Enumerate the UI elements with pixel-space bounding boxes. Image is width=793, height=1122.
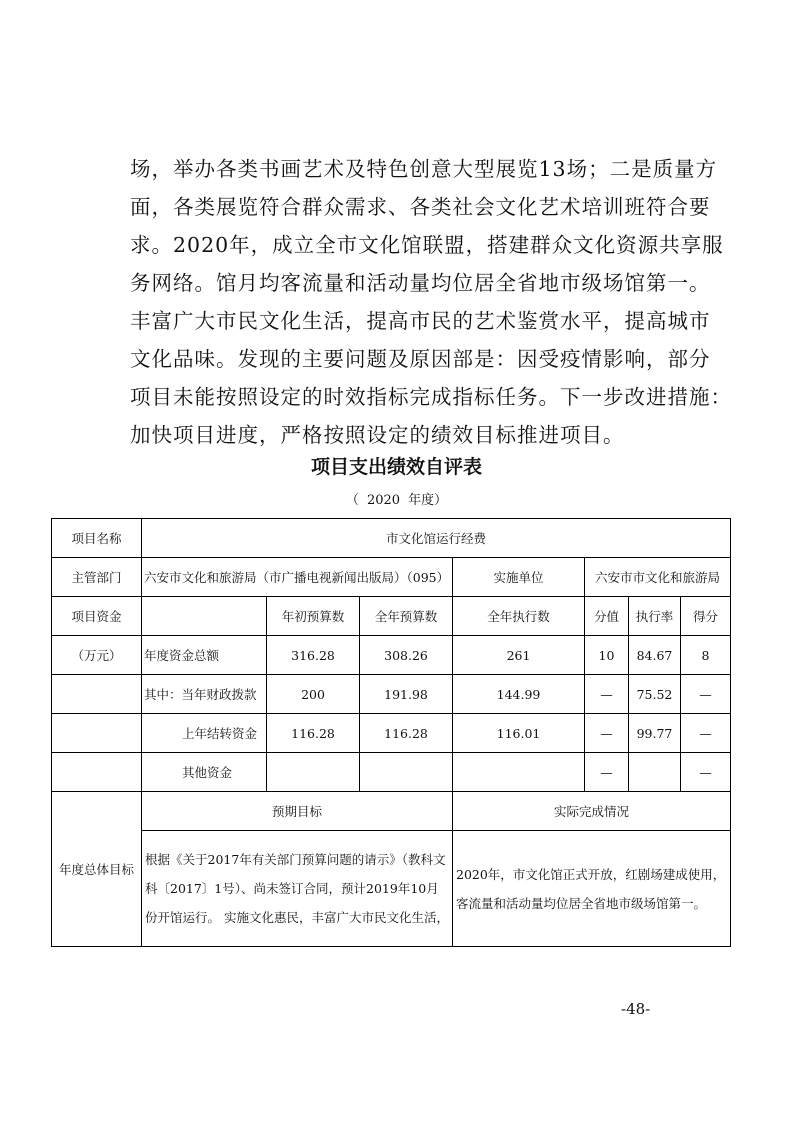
expected-header: 预期目标 (142, 792, 453, 831)
empty-cell (52, 753, 142, 792)
cell-value: 116.28 (360, 714, 453, 753)
cell-value: — (585, 675, 629, 714)
cell-value: 116.28 (267, 714, 360, 753)
project-name-value: 市文化馆运行经费 (142, 519, 731, 558)
cell-value: 308.26 (360, 636, 453, 675)
cell-value: — (681, 675, 731, 714)
impl-value: 六安市市文化和旅游局 (585, 558, 731, 597)
cell-value: — (681, 753, 731, 792)
cell-value: 84.67 (629, 636, 681, 675)
row-label: 年度资金总额 (142, 636, 267, 675)
cell-value (629, 753, 681, 792)
actual-header: 实际完成情况 (453, 792, 731, 831)
cell-value: 144.99 (453, 675, 585, 714)
cell-value: 99.77 (629, 714, 681, 753)
table-row (52, 558, 731, 597)
paragraph-line: 丰富广大市民文化生活，提高市民的艺术鉴赏水平，提高城市 (130, 309, 711, 333)
paragraph-line: 项目未能按照设定的时效指标完成指标任务。下一步改进措施： (130, 385, 732, 409)
paragraph-line: 务网络。馆月均客流量和活动量均位居全省地市级场馆第一。 (130, 271, 711, 295)
cell-value: — (681, 714, 731, 753)
page-number: -48- (621, 1000, 651, 1018)
cell-value: 116.01 (453, 714, 585, 753)
table-row (52, 714, 731, 753)
table-row (52, 597, 731, 636)
fund-label: 项目资金 (52, 597, 142, 636)
empty-cell (142, 597, 267, 636)
table-row (52, 519, 731, 558)
header-cell: 分值 (585, 597, 629, 636)
impl-label: 实施单位 (453, 558, 585, 597)
table-row (52, 831, 731, 947)
header-cell: 全年预算数 (360, 597, 453, 636)
cell-value: 200 (267, 675, 360, 714)
cell-value: 75.52 (629, 675, 681, 714)
cell-value: 10 (585, 636, 629, 675)
paragraph-line: 面，各类展览符合群众需求、各类社会文化艺术培训班符合要 (130, 195, 711, 219)
paragraph-line: 求。2020年，成立全市文化馆联盟，搭建群众文化资源共享服 (130, 233, 724, 257)
table-row (52, 792, 731, 831)
header-cell: 得分 (681, 597, 731, 636)
cell-value (360, 753, 453, 792)
row-label: 其他资金 (142, 753, 267, 792)
year-line: （ 2020 年度） (345, 493, 448, 508)
fund-unit: （万元） (52, 636, 142, 675)
header-cell: 执行率 (629, 597, 681, 636)
table-row (52, 675, 731, 714)
header-cell: 全年执行数 (453, 597, 585, 636)
performance-table (51, 518, 731, 947)
cell-value (267, 753, 360, 792)
actual-text: 2020年，市文化馆正式开放，红剧场建成使用，客流量和活动量均位居全省地市级场馆第一。 (453, 831, 731, 947)
cell-value: — (585, 753, 629, 792)
empty-cell (52, 675, 142, 714)
table-title: 项目支出绩效自评表 (310, 456, 482, 478)
row-label: 上年结转资金 (142, 714, 267, 753)
table-row (52, 636, 731, 675)
cell-value: 261 (453, 636, 585, 675)
empty-cell (52, 714, 142, 753)
paragraph-line: 文化品味。发现的主要问题及原因部是：因受疫情影响，部分 (130, 347, 711, 371)
cell-value: 191.98 (360, 675, 453, 714)
dept-value: 六安市文化和旅游局（市广播电视新闻出版局）（095） (142, 558, 453, 597)
paragraph-line: 场，举办各类书画艺术及特色创意大型展览13场；二是质量方 (130, 157, 718, 181)
header-cell: 年初预算数 (267, 597, 360, 636)
cell-value: — (585, 714, 629, 753)
target-label: 年度总体目标 (52, 792, 142, 947)
paragraph-line: 加快项目进度，严格按照设定的绩效目标推进项目。 (130, 423, 625, 447)
row-label: 其中：当年财政拨款 (142, 675, 267, 714)
table-row (52, 753, 731, 792)
body-paragraph (130, 150, 732, 454)
cell-value: 316.28 (267, 636, 360, 675)
dept-label: 主管部门 (52, 558, 142, 597)
expected-text: 根据《关于2017年有关部门预算问题的请示》（教科文科〔2017〕1号）、尚未签订合同，预计2019年10月份开馆运行。 实施文化惠民，丰富广大市民文化生活， (142, 831, 453, 947)
cell-value: 8 (681, 636, 731, 675)
cell-value (453, 753, 585, 792)
project-name-label: 项目名称 (52, 519, 142, 558)
